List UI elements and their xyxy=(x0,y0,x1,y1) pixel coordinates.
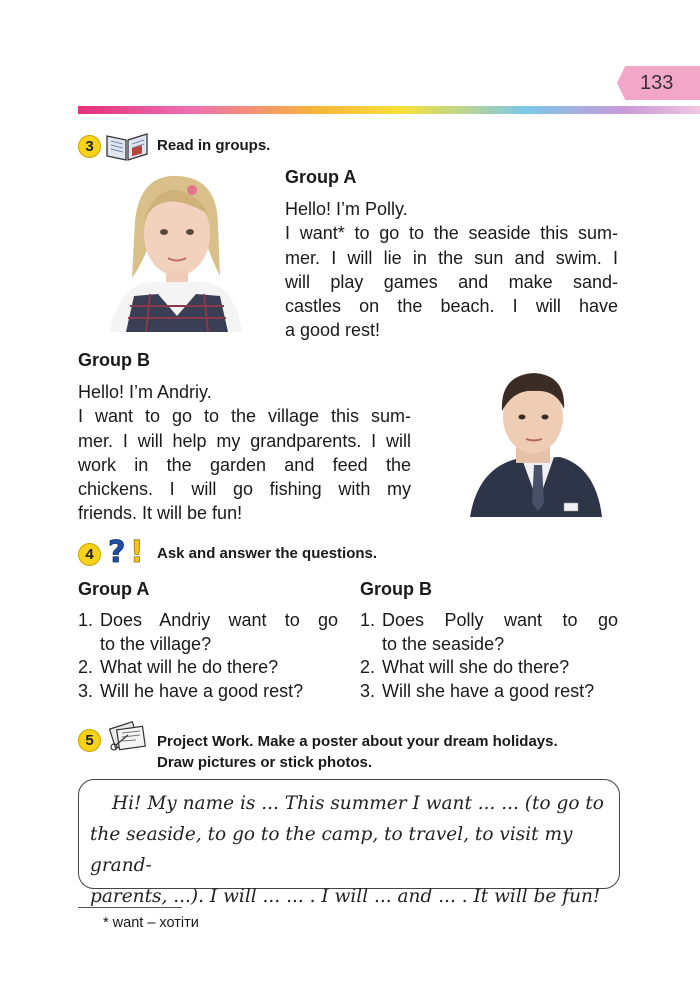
footnote: * want – хотіти xyxy=(103,915,199,931)
exercise-4-instruction: Ask and answer the questions. xyxy=(157,545,378,562)
group-a-line: I want* to go to the seaside this sum- xyxy=(285,223,618,244)
group-a-line: Hello! I’m Polly. xyxy=(285,199,408,219)
group-b-line: work in the garden and feed the xyxy=(78,454,411,475)
question-text: What will he do there? xyxy=(100,657,279,677)
group-a-line: castles on the beach. I will have xyxy=(285,296,618,317)
question-text: Will she have a good rest? xyxy=(382,680,595,701)
ex4-group-b-title: Group B xyxy=(360,579,432,599)
rainbow-header-bar xyxy=(78,106,700,114)
example-line: parents, ...). I will ... ... . I will ... and ... . It will be fun! xyxy=(90,886,601,907)
open-book-icon xyxy=(105,128,149,162)
question-number: 2. xyxy=(360,657,376,677)
exercise-5-instruction-line: Project Work. Make a poster about your dream holidays. xyxy=(157,733,558,750)
group-b-line: I want to go to the village this sum- xyxy=(78,406,411,427)
group-b-line: mer. I will help my grandparents. I will xyxy=(78,430,411,451)
svg-text:?: ? xyxy=(108,535,126,567)
question-text-continued: to the seaside? xyxy=(382,633,505,654)
example-line: Hi! My name is ... This summer I want ... ... (to go to xyxy=(112,793,604,814)
ex4-group-a-questions xyxy=(78,609,338,703)
footnote-separator xyxy=(78,907,182,908)
question-text-continued: to the village? xyxy=(100,633,212,654)
exercise-4-badge: 4 xyxy=(78,543,101,566)
question-item xyxy=(78,609,338,633)
question-number: 1. xyxy=(78,610,94,630)
question-text: Does Andriy want to go xyxy=(100,610,338,630)
question-text: What will she do there? xyxy=(382,657,570,677)
boy-photo-andriy xyxy=(430,353,618,517)
exercise-5-badge: 5 xyxy=(78,729,101,752)
group-b-text xyxy=(78,380,411,526)
question-item xyxy=(78,680,338,704)
group-b-line: chickens. I will go fishing with my xyxy=(78,479,411,500)
question-item xyxy=(360,656,618,680)
exercise-5-instruction-line: Draw pictures or stick photos. xyxy=(157,754,373,771)
group-a-line: a good rest! xyxy=(285,320,381,341)
question-number: 1. xyxy=(360,610,376,630)
photos-scissors-icon xyxy=(106,719,150,753)
question-item xyxy=(78,656,338,680)
question-number: 2. xyxy=(78,657,94,677)
question-item xyxy=(360,609,618,633)
group-a-line: will play games and make sand- xyxy=(285,271,618,292)
ex4-group-b-questions xyxy=(360,609,618,703)
exercise-3-badge: 3 xyxy=(78,135,101,158)
question-item xyxy=(360,680,618,704)
exercise-3-instruction: Read in groups. xyxy=(157,137,271,154)
question-number: 3. xyxy=(360,680,376,701)
example-line: the seaside, to go to the camp, to travel, to visit my grand- xyxy=(90,824,573,876)
exercise-5-instruction xyxy=(157,731,558,773)
girl-photo-polly xyxy=(100,166,250,332)
poster-example-text xyxy=(90,788,610,912)
group-b-title: Group B xyxy=(78,350,150,370)
page-number: 133 xyxy=(640,72,674,94)
svg-text:!: ! xyxy=(130,535,144,567)
question-number: 3. xyxy=(78,680,94,701)
group-a-line: mer. I will lie in the sun and swim. I xyxy=(285,247,618,268)
question-text: Will he have a good rest? xyxy=(100,680,304,701)
ex4-group-a-title: Group A xyxy=(78,579,150,599)
question-exclamation-icon xyxy=(106,533,150,567)
group-b-line: friends. It will be fun! xyxy=(78,503,243,524)
group-a-title: Group A xyxy=(285,167,357,187)
group-b-line: Hello! I’m Andriy. xyxy=(78,382,212,402)
question-text: Does Polly want to go xyxy=(382,610,618,630)
group-a-text xyxy=(285,197,618,343)
